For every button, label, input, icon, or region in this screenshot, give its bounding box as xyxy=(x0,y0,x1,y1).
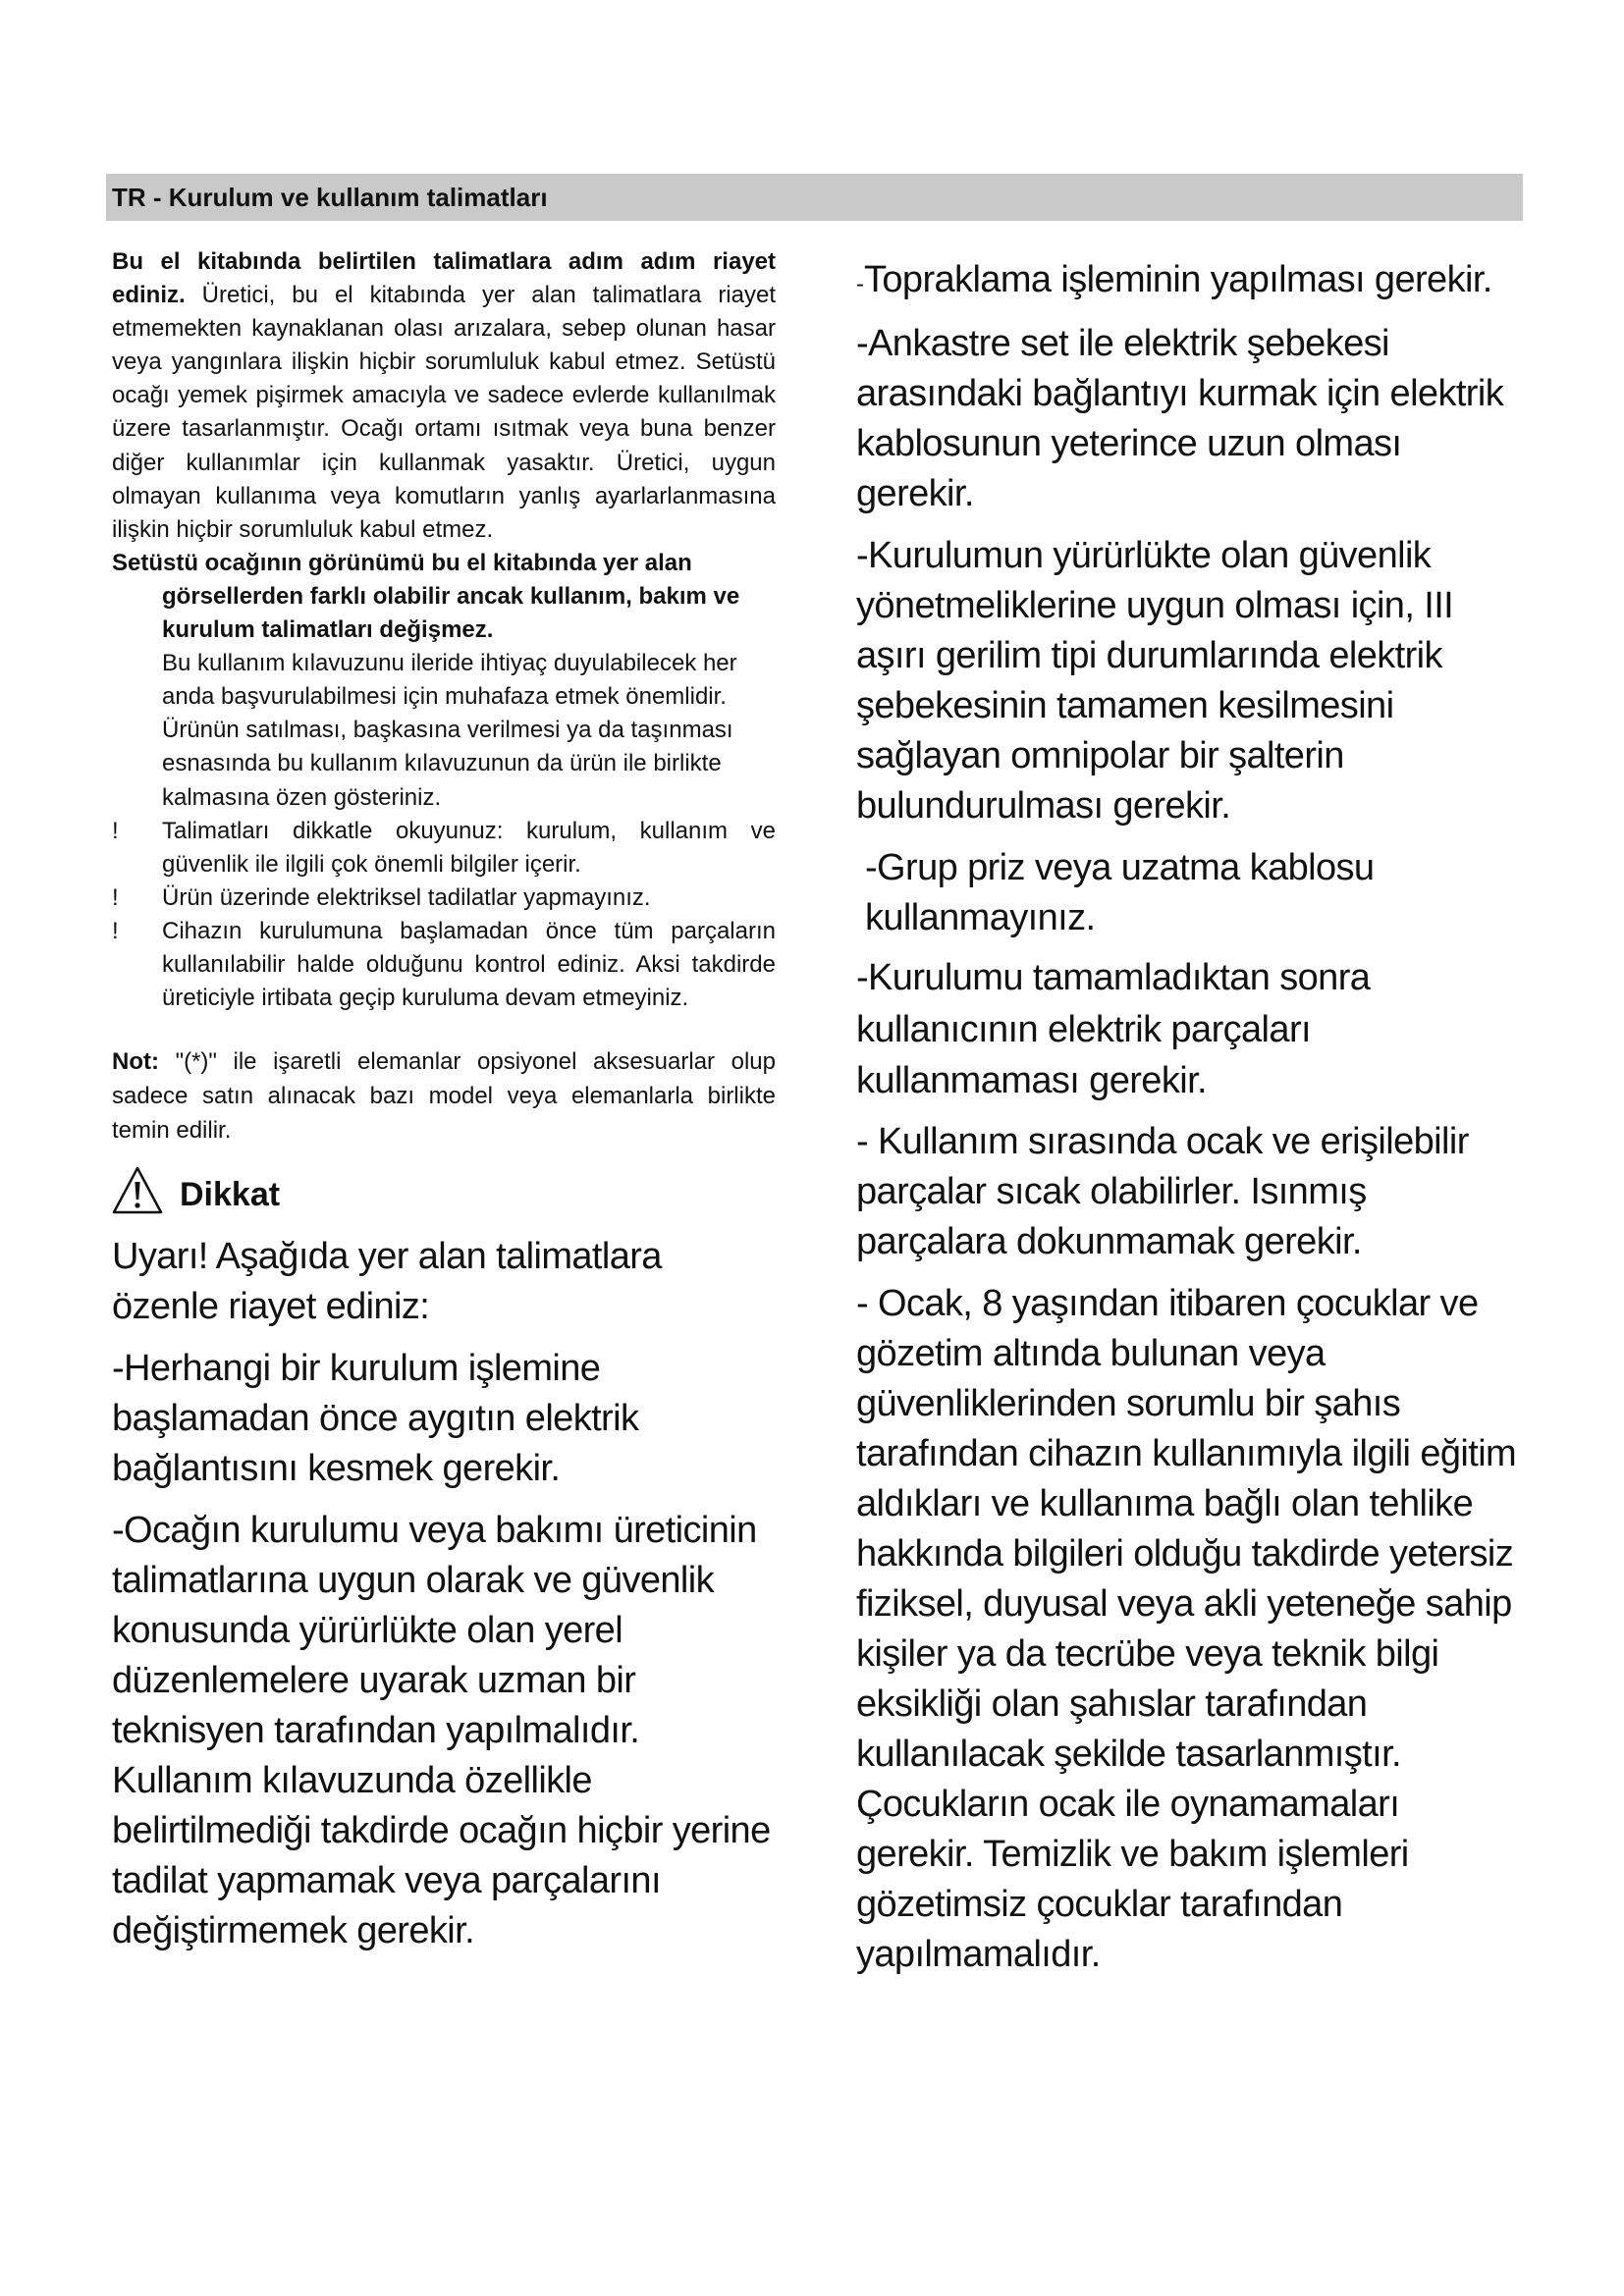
text-line: Çocukların ocak ile oynamamaları xyxy=(856,1784,1400,1825)
text-line: özenle riayet ediniz: xyxy=(112,1286,430,1327)
warning-item xyxy=(112,915,776,948)
text-line: kullanıcının elektrik parçaları xyxy=(856,1008,1311,1050)
text-line: sağlayan omnipolar bir şalterin xyxy=(856,735,1344,776)
section-header-bar xyxy=(106,174,1523,221)
text-line xyxy=(112,279,776,312)
text-run: Üretici, bu el kitabında yer alan talimatlara riayet xyxy=(185,282,776,309)
exclamation-mark: ! xyxy=(112,883,119,911)
instruction-paragraph xyxy=(856,1117,1543,1267)
text-line: bağlantısını kesmek gerekir. xyxy=(112,1448,561,1489)
text-line: kullanılabilir halde olduğunu kontrol ediniz. Aksi takdirde xyxy=(162,950,776,978)
text-line: -Herhangi bir kurulum işlemine xyxy=(112,1348,601,1389)
text-line: kişiler ya da tecrübe veya teknik bilgi xyxy=(856,1633,1439,1675)
text-line: değiştirmemek gerekir. xyxy=(112,1910,475,1951)
text-line: - Ocak, 8 yaşından itibaren çocuklar ve xyxy=(856,1283,1479,1324)
text-line: Ürünün satılması, başkasına verilmesi ya da taşınması xyxy=(162,717,733,744)
warning-item xyxy=(112,881,776,915)
caution-title: Dikkat xyxy=(180,1176,281,1213)
text-line: şebekesinin tamamen kesilmesini xyxy=(856,685,1394,726)
text-line: ocağı yemek pişirmek amacıyla ve sadece evlerde kullanılmak xyxy=(112,382,776,409)
text-line: kablosunun yeterince uzun olması xyxy=(856,423,1402,464)
text-line: tadilat yapmamak veya parçalarını xyxy=(112,1860,661,1901)
text-line: veya yangınlara ilişkin hiçbir sorumluluk kabul etmez. Setüstü xyxy=(112,348,776,376)
text-line: parçalara dokunmamak gerekir. xyxy=(856,1221,1362,1262)
text-line: Kullanım kılavuzunda özellikle xyxy=(112,1760,592,1801)
text-line: kullanmaması gerekir. xyxy=(856,1060,1207,1101)
exclamation-mark: ! xyxy=(112,817,119,844)
text-line: etmemekten kaynaklanan olası arızalara, sebep olunan hasar xyxy=(112,315,776,343)
warning-triangle-icon xyxy=(112,1165,163,1216)
note-label: Not: xyxy=(112,1048,159,1075)
text-line: teknisyen tarafından yapılmalıdır. xyxy=(112,1710,640,1751)
text-line: olmayan kullanıma veya komutların yanlış ayarlarlanmasına xyxy=(112,482,776,509)
text-line: konusunda yürürlükte olan yerel xyxy=(112,1610,623,1651)
text-line: belirtilmediği takdirde ocağın hiçbir yerine xyxy=(112,1810,771,1851)
text-line: temin edilir. xyxy=(112,1117,232,1144)
text-line: yönetmeliklerine uygun olması için, III xyxy=(856,585,1454,626)
text-line: -Grup priz veya uzatma kablosu xyxy=(865,847,1375,888)
text-line: parçalar sıcak olabilirler. Isınmış xyxy=(856,1171,1367,1212)
text-run: Cihazın kurulumuna başlamadan önce tüm parçaların xyxy=(162,917,776,944)
text-line: ilişkin hiçbir sorumluluk kabul etmez. xyxy=(112,515,494,543)
text-line: - Kullanım sırasında ocak ve erişilebilir xyxy=(856,1121,1469,1162)
text-line: gözetimsiz çocuklar tarafından xyxy=(856,1884,1343,1925)
text-line: kullanılacak şekilde tasarlanmıştır. xyxy=(856,1734,1401,1775)
instruction-paragraph xyxy=(856,319,1543,519)
text-line: talimatlarına uygun olarak ve güvenlik xyxy=(112,1560,714,1601)
text-line: fiziksel, duyusal veya akli yeteneğe sahip xyxy=(856,1583,1512,1625)
text-line: gözetim altında bulunan veya xyxy=(856,1333,1326,1374)
exclamation-mark: ! xyxy=(112,917,119,944)
text-line: başlamadan önce aygıtın elektrik xyxy=(112,1398,639,1439)
text-run: Talimatları dikkatle okuyunuz: kurulum, kullanım ve xyxy=(162,817,776,844)
appearance-bold-line: kurulum talimatları değişmez. xyxy=(162,616,494,644)
caution-paragraph xyxy=(112,1506,776,1956)
text-line: kullanmayınız. xyxy=(865,897,1096,938)
caution-paragraph xyxy=(112,1232,776,1332)
text-line: aldıkları ve kullanıma bağlı olan tehlike xyxy=(856,1483,1474,1524)
instruction-paragraph xyxy=(856,952,1543,1107)
text-line xyxy=(856,255,1543,309)
text-run: "(*)" ile işaretli elemanlar opsiyonel aksesuarlar olup xyxy=(158,1048,776,1075)
instruction-paragraph xyxy=(856,531,1543,831)
instruction-paragraph xyxy=(856,255,1543,309)
text-line: Bu kullanım kılavuzunu ileride ihtiyaç duyulabilecek her xyxy=(162,650,737,677)
warning-item xyxy=(112,815,776,848)
appearance-bold-line: görsellerden farklı olabilir ancak kullanım, bakım ve xyxy=(162,582,740,610)
note-paragraph xyxy=(112,1044,776,1148)
text-line: diğer kullanımlar için kullanmak yasaktır. Üretici, uygun xyxy=(112,449,776,476)
text-line: bulundurulması gerekir. xyxy=(856,785,1231,827)
text-line: üreticiyle irtibata geçip kuruluma devam etmeyiniz. xyxy=(162,985,689,1012)
text-line: güvenlik ile ilgili çok önemli bilgiler içerir. xyxy=(162,850,581,878)
caution-paragraph xyxy=(112,1344,776,1494)
text-line: sadece satın alınacak bazı model veya elemanlarla birlikte xyxy=(112,1083,776,1109)
text-line: eksikliği olan şahıslar tarafından xyxy=(856,1683,1368,1725)
instruction-paragraph xyxy=(856,843,1552,943)
text-line: düzenlemelere uyarak uzman bir xyxy=(112,1660,636,1701)
text-line: yapılmamalıdır. xyxy=(856,1934,1101,1975)
text-line: aşırı gerilim tipi durumlarında elektrik xyxy=(856,635,1442,676)
text-line: tarafından cihazın kullanımıyla ilgili eğitim xyxy=(856,1433,1517,1474)
section-title: TR - Kurulum ve kullanım talimatları xyxy=(112,183,548,212)
text-line: Uyarı! Aşağıda yer alan talimatlara xyxy=(112,1236,662,1277)
text-line: arasındaki bağlantıyı kurmak için elektrik xyxy=(856,373,1504,414)
text-line: anda başvurulabilmesi için muhafaza etmek önemlidir. xyxy=(162,683,727,711)
appearance-bold-line: Setüstü ocağının görünümü bu el kitabında yer alan xyxy=(112,549,692,576)
intro-section xyxy=(112,245,776,1015)
bold-lead: ediniz. xyxy=(112,282,186,309)
caution-heading xyxy=(112,1165,406,1216)
text-line: hakkında bilgileri olduğu takdirde yetersiz xyxy=(856,1533,1514,1575)
text-line: güvenliklerinden sorumlu bir şahıs xyxy=(856,1383,1401,1424)
text-line: -Ankastre set ile elektrik şebekesi xyxy=(856,323,1389,364)
text-line: -Kurulumun yürürlükte olan güvenlik xyxy=(856,535,1432,576)
text-line xyxy=(112,1044,776,1079)
text-run: Topraklama işleminin yapılması gerekir. xyxy=(864,259,1492,300)
text-line: esnasında bu kullanım kılavuzunun da ürün ile birlikte xyxy=(162,750,722,777)
instruction-paragraph xyxy=(856,1279,1543,1980)
text-line: üzere tasarlanmıştır. Ocağı ortamı ısıtmak veya buna benzer xyxy=(112,415,776,443)
text-run: Ürün üzerinde elektriksel tadilatlar yapmayınız. xyxy=(162,883,651,911)
text-line: -Ocağın kurulumu veya bakımı üreticinin xyxy=(112,1510,757,1551)
text-line: -Kurulumu tamamladıktan sonra xyxy=(856,957,1371,998)
text-line: gerekir. xyxy=(856,473,974,514)
text-line: kalmasına özen gösteriniz. xyxy=(162,783,442,811)
dash-mark: - xyxy=(856,271,864,297)
text-line: gerekir. Temizlik ve bakım işlemleri xyxy=(856,1834,1409,1875)
text-line: Bu el kitabında belirtilen talimatlara adım adım riayet xyxy=(112,248,776,275)
